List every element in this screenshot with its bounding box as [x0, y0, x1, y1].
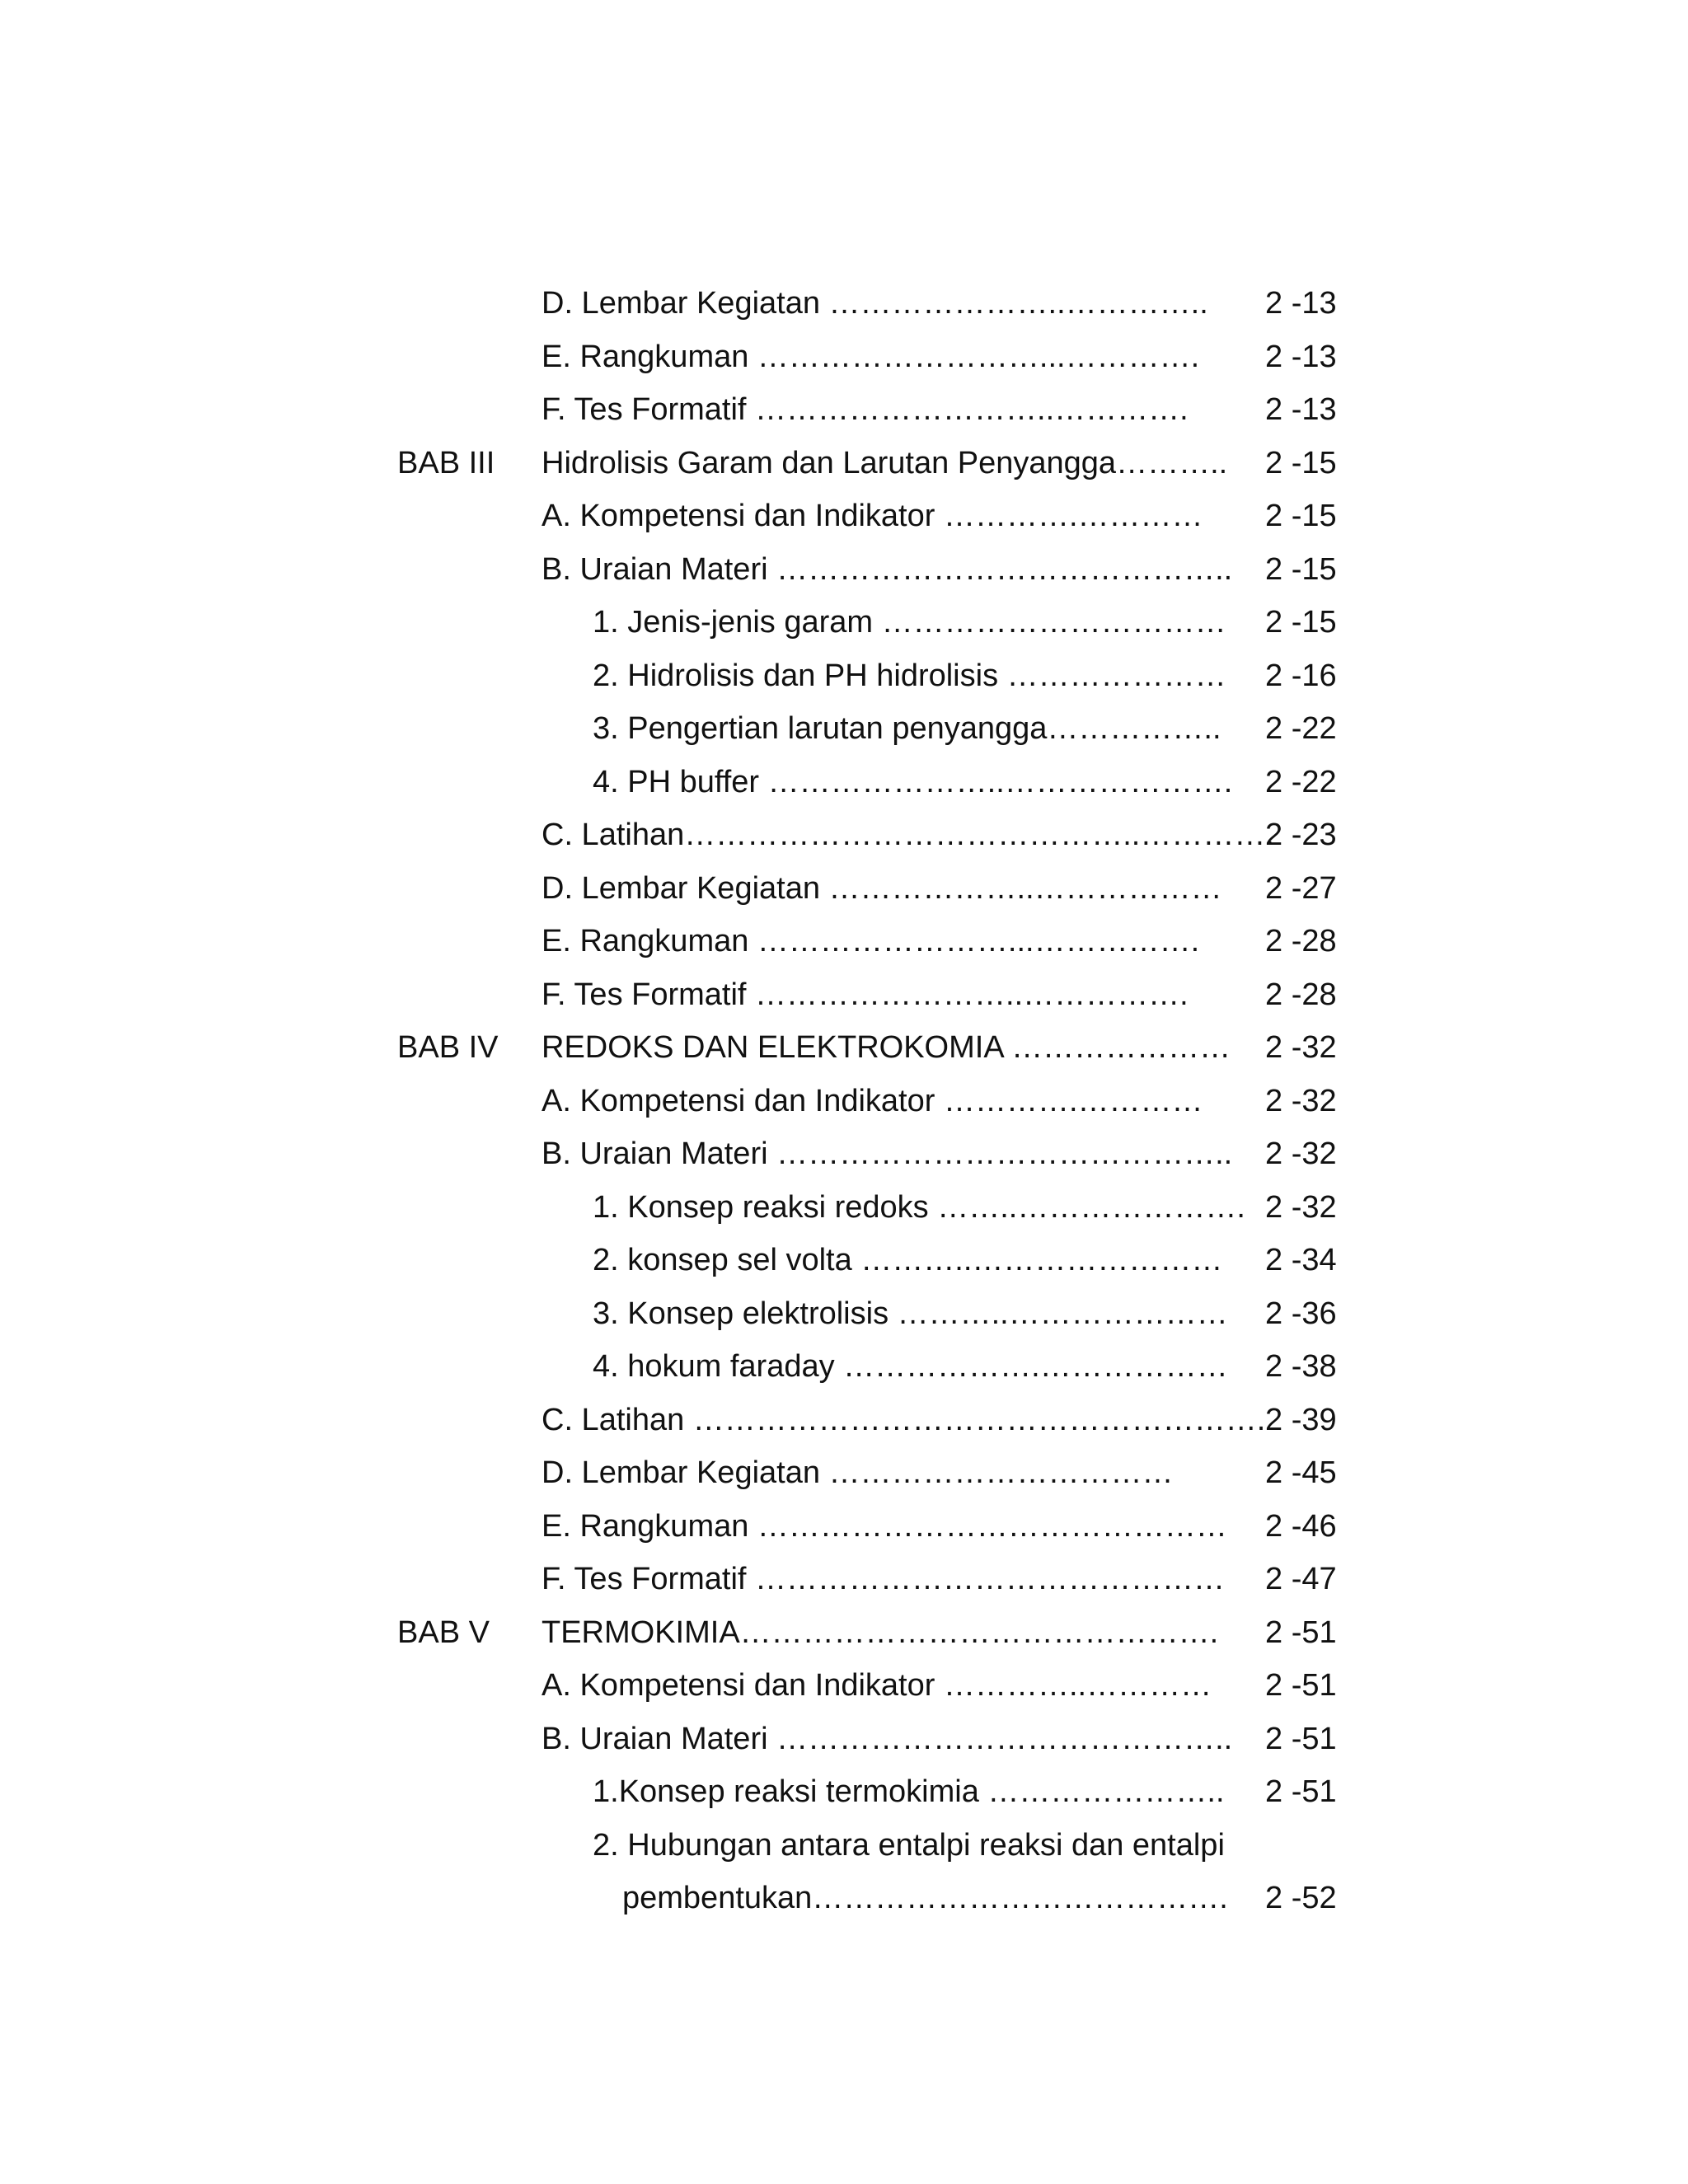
toc-entry: 1. Konsep reaksi redoks ……..…………………. [593, 1189, 1245, 1225]
toc-page-number: 2 -51 [1265, 1721, 1337, 1756]
toc-page-number: 2 -15 [1265, 445, 1337, 480]
toc-row [0, 1032, 1688, 1085]
toc-entry: A. Kompetensi dan Indikator ………….………… [542, 1083, 1203, 1118]
toc-chapter: BAB IV [397, 1030, 499, 1065]
toc-page-number: 2 -45 [1265, 1455, 1337, 1490]
toc-entry: 2. Hidrolisis dan PH hidrolisis ………………… [593, 658, 1226, 693]
toc-row [0, 1670, 1688, 1723]
toc-page-number: 2 -39 [1265, 1402, 1337, 1437]
toc-page-number: 2 -22 [1265, 711, 1337, 746]
toc-entry: C. Latihan……………………………………..…………. [542, 818, 1274, 852]
toc-entry: F. Tes Formatif ……………………………………… [542, 1562, 1226, 1596]
toc-page-number: 2 -32 [1265, 1083, 1337, 1118]
toc-row [0, 1723, 1688, 1777]
toc-entry: REDOKS DAN ELEKTROKOMIA ………………… [542, 1030, 1231, 1065]
toc-row [0, 1189, 1688, 1245]
toc-page-number: 2 -23 [1265, 818, 1337, 852]
table-of-contents [0, 288, 1688, 1936]
toc-row [0, 1827, 1688, 1883]
toc-page-number: 2 -27 [1265, 870, 1337, 906]
toc-page-number: 2 -47 [1265, 1562, 1337, 1596]
toc-row [0, 1776, 1688, 1830]
toc-row [0, 1404, 1688, 1458]
toc-entry: 1.Konsep reaksi termokimia ………………….. [593, 1774, 1225, 1809]
toc-entry: 2. Hubungan antara entalpi reaksi dan entalpi [593, 1827, 1225, 1863]
toc-page-number: 2 -15 [1265, 551, 1337, 587]
toc-entry: 2. konsep sel volta ………..…………………… [593, 1243, 1223, 1277]
toc-row [0, 1244, 1688, 1298]
toc-entry: 4. PH buffer …………………..…………………. [593, 764, 1233, 799]
toc-row [0, 1298, 1688, 1352]
toc-page-number: 2 -16 [1265, 658, 1337, 693]
toc-page-number: 2 -15 [1265, 499, 1337, 533]
toc-entry: B. Uraian Materi …………………………………….. [542, 1721, 1233, 1756]
toc-page-number: 2 -51 [1265, 1774, 1337, 1809]
toc-row [0, 1351, 1688, 1404]
toc-page-number: 2 -36 [1265, 1296, 1337, 1331]
toc-page-number: 2 -22 [1265, 764, 1337, 799]
toc-page-number: 2 -51 [1265, 1668, 1337, 1703]
toc-page-number: 2 -51 [1265, 1615, 1337, 1650]
toc-entry: F. Tes Formatif ………………………..…………. [542, 392, 1189, 427]
toc-row [0, 979, 1688, 1033]
toc-entry: D. Lembar Kegiatan …………………………… [542, 1455, 1174, 1490]
toc-entry: E. Rangkuman ………………………...…………. [542, 339, 1200, 374]
toc-page-number: 2 -13 [1265, 392, 1337, 427]
toc-row [0, 1138, 1688, 1192]
toc-row [0, 445, 1688, 501]
toc-row [0, 926, 1688, 979]
toc-row [0, 1563, 1688, 1617]
toc-row [0, 870, 1688, 926]
toc-row [0, 1882, 1688, 1936]
toc-page-number: 2 -32 [1265, 1030, 1337, 1065]
toc-entry: D. Lembar Kegiatan …………………..………….. [542, 286, 1208, 321]
toc-row [0, 766, 1688, 820]
toc-entry: TERMOKIMIA………………………………………. [542, 1615, 1219, 1650]
toc-page-number: 2 -28 [1265, 924, 1337, 958]
toc-page-number: 2 -38 [1265, 1349, 1337, 1384]
toc-page-number: 2 -13 [1265, 339, 1337, 374]
toc-entry: A. Kompetensi dan Indikator ………….………… [542, 499, 1203, 533]
toc-page-number: 2 -52 [1265, 1881, 1337, 1915]
toc-entry: pembentukan…………………………………. [622, 1881, 1228, 1915]
toc-row [0, 551, 1688, 607]
toc-page-number: 2 -32 [1265, 1189, 1337, 1225]
toc-row [0, 500, 1688, 554]
toc-entry: B. Uraian Materi …………………………………….. [542, 1137, 1233, 1171]
toc-chapter: BAB V [397, 1615, 490, 1650]
toc-page-number: 2 -32 [1265, 1137, 1337, 1171]
toc-entry: 1. Jenis-jenis garam …………………………… [593, 605, 1226, 640]
toc-row [0, 713, 1688, 766]
toc-entry: B. Uraian Materi …………………………………….. [542, 551, 1233, 587]
toc-row [0, 394, 1688, 448]
toc-page-number: 2 -28 [1265, 977, 1337, 1012]
toc-row [0, 819, 1688, 873]
toc-chapter: BAB III [397, 445, 495, 480]
toc-entry: 3. Konsep elektrolisis ………..………………… [593, 1296, 1228, 1331]
toc-entry: E. Rangkuman ……………………...……………. [542, 924, 1200, 958]
toc-entry: 3. Pengertian larutan penyangga…………….. [593, 711, 1221, 746]
toc-row [0, 1617, 1688, 1671]
toc-entry: 4. hokum faraday ……………….……………… [593, 1349, 1228, 1384]
toc-entry: Hidrolisis Garam dan Larutan Penyangga……….. [542, 445, 1228, 480]
toc-entry: D. Lembar Kegiatan ………………..……………… [542, 870, 1222, 906]
toc-entry: A. Kompetensi dan Indikator …………..………… [542, 1668, 1212, 1703]
toc-row [0, 1085, 1688, 1139]
toc-page-number: 2 -46 [1265, 1508, 1337, 1544]
toc-entry: E. Rangkuman ……………………………………… [542, 1508, 1227, 1544]
toc-entry: F. Tes Formatif ……………………..……………. [542, 977, 1189, 1012]
toc-row [0, 1508, 1688, 1564]
toc-entry: C. Latihan ………………………………………………. [542, 1402, 1266, 1437]
toc-row [0, 288, 1688, 341]
toc-row [0, 607, 1688, 660]
toc-row [0, 341, 1688, 395]
toc-page-number: 2 -13 [1265, 286, 1337, 321]
toc-page-number: 2 -15 [1265, 605, 1337, 640]
toc-page-number: 2 -34 [1265, 1243, 1337, 1277]
toc-row [0, 1457, 1688, 1511]
toc-row [0, 660, 1688, 714]
